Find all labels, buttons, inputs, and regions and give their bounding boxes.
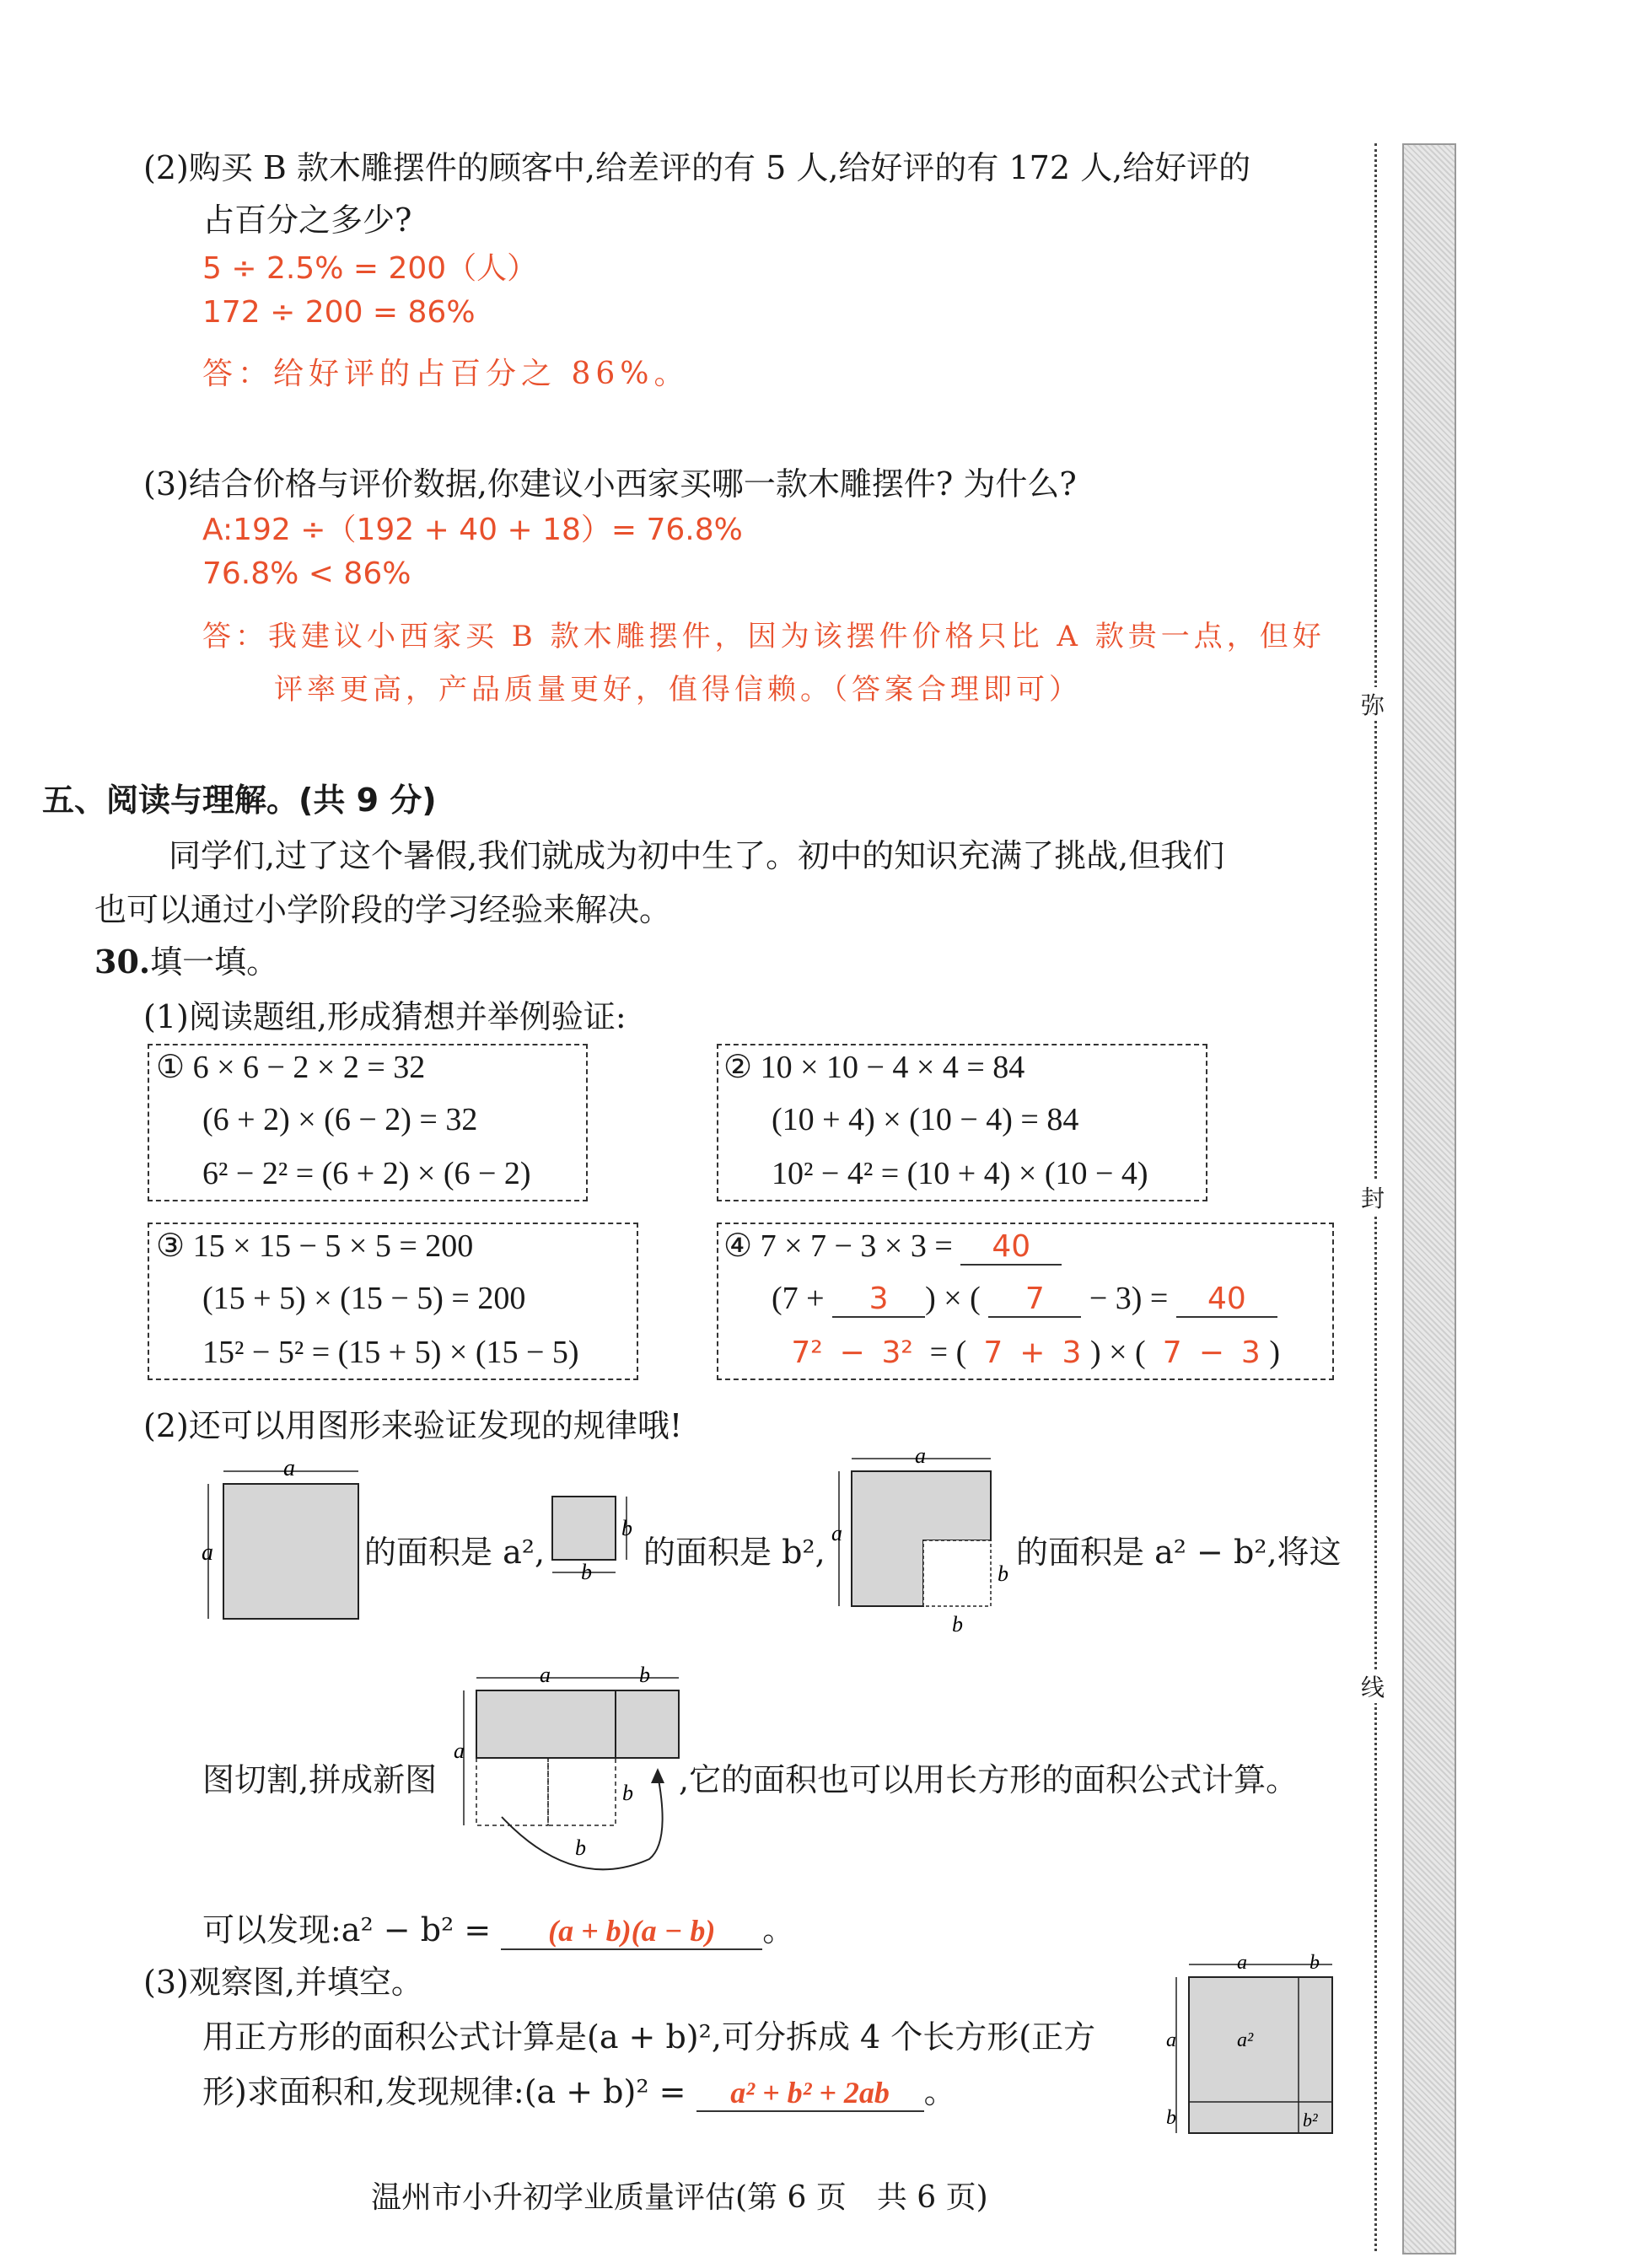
box4-line1-prefix: ④ 7 × 7 − 3 × 3 = bbox=[723, 1228, 953, 1264]
q30-part3-line2 bbox=[202, 2066, 956, 2112]
box4-line3-mid: ) × ( bbox=[1089, 1335, 1146, 1370]
square-sum-figure bbox=[1159, 1952, 1345, 2142]
q3-calc1: A:192 ÷（192 + 40 + 18）= 76.8% bbox=[202, 513, 743, 547]
l-shape-figure bbox=[831, 1446, 1016, 1640]
square-a-side-label: a bbox=[202, 1540, 213, 1566]
box4-line1-answer-blank[interactable]: 40 bbox=[960, 1229, 1062, 1266]
box4-line3-c[interactable]: 7 bbox=[983, 1336, 1003, 1370]
cut-figure-top-b-label: b bbox=[639, 1665, 650, 1687]
discover-suffix: 。 bbox=[762, 1911, 795, 1948]
box2-line1: ② 10 × 10 − 4 × 4 = 84 bbox=[723, 1050, 1025, 1085]
section5-title: 五、阅读与理解。(共 9 分) bbox=[42, 782, 437, 819]
box4-line2-blank2[interactable]: 7 bbox=[988, 1282, 1081, 1318]
cut-figure-inner-b-label: b bbox=[622, 1781, 633, 1805]
q30-part3-line1: 用正方形的面积公式计算是(a + b)²,可分拆成 4 个长方形(正方 bbox=[202, 2018, 1096, 2056]
box4-line2 bbox=[772, 1280, 1277, 1318]
box3-line1: ③ 15 × 15 − 5 × 5 = 200 bbox=[156, 1228, 474, 1264]
part3-prefix: 形)求面积和,发现规律:(a + b)² = bbox=[202, 2073, 686, 2110]
q3-text: (3)结合价格与评价数据,你建议小西家买哪一款木雕摆件? 为什么? bbox=[143, 465, 1077, 503]
cut-prefix-text: 图切割,拼成新图 bbox=[202, 1761, 438, 1798]
box4-line3-a[interactable]: 7² bbox=[791, 1336, 823, 1370]
q30-heading bbox=[94, 936, 278, 982]
seal-char-xian: 线 bbox=[1361, 1669, 1385, 1703]
q2-calc2: 172 ÷ 200 = 86% bbox=[202, 295, 476, 330]
square-b-side-label: b bbox=[621, 1516, 632, 1540]
square-a-figure bbox=[198, 1459, 367, 1627]
section5-intro-line2: 也可以通过小学阶段的学习经验来解决。 bbox=[94, 891, 672, 928]
box4-line3 bbox=[782, 1334, 1280, 1371]
cut-figure-bottom-b-label: b bbox=[575, 1835, 586, 1860]
q3-answer-line2: 评率更高，产品质量更好，值得信赖。（答案合理即可） bbox=[274, 673, 1082, 707]
area-diff-text: 的面积是 a² − b²,将这 bbox=[1016, 1534, 1342, 1571]
discover-line bbox=[202, 1904, 794, 1950]
area-a-text: 的面积是 a², bbox=[364, 1534, 546, 1571]
part3-answer-blank[interactable]: a² + b² + 2ab bbox=[696, 2075, 924, 2112]
q2-calc1: 5 ÷ 2.5% = 200（人） bbox=[202, 251, 538, 286]
box4-line2-blank1[interactable]: 3 bbox=[832, 1282, 925, 1318]
box4-line1 bbox=[723, 1227, 1062, 1266]
discover-answer-blank[interactable]: (a + b)(a − b) bbox=[501, 1913, 762, 1950]
box4-line2-close: − 3) = bbox=[1089, 1281, 1169, 1316]
cut-suffix-text: ,它的面积也可以用长方形的面积公式计算。 bbox=[679, 1761, 1299, 1798]
cut-figure-top-a-label: a bbox=[540, 1665, 551, 1687]
q30-title: 填一填。 bbox=[150, 943, 279, 981]
area-b-text: 的面积是 b², bbox=[643, 1534, 826, 1571]
q2-text-line1: (2)购买 B 款木雕摆件的顾客中,给差评的有 5 人,给好评的有 172 人,给好评的 bbox=[143, 149, 1251, 186]
page-footer: 温州市小升初学业质量评估(第 6 页 共 6 页) bbox=[371, 2180, 988, 2215]
seal-char-feng: 封 bbox=[1361, 1180, 1385, 1214]
box1-line1: ① 6 × 6 − 2 × 2 = 32 bbox=[156, 1050, 426, 1085]
q30-part2-title: (2)还可以用图形来验证发现的规律哦! bbox=[143, 1407, 683, 1444]
sum-side-a-label: a bbox=[1166, 2029, 1176, 2051]
cut-figure bbox=[447, 1665, 683, 1893]
box4-line3-eq: = ( bbox=[929, 1335, 967, 1370]
box3-line2: (15 + 5) × (15 − 5) = 200 bbox=[202, 1281, 526, 1316]
box4-line3-close: ) bbox=[1269, 1335, 1281, 1370]
l-shape-side-label: a bbox=[831, 1521, 842, 1545]
q30-part3-title: (3)观察图,并填空。 bbox=[143, 1964, 423, 2001]
sum-top-a-label: a bbox=[1237, 1952, 1247, 1974]
sum-top-b-label: b bbox=[1310, 1952, 1320, 1974]
sum-a2-label: a² bbox=[1237, 2029, 1254, 2051]
q3-calc2: 76.8% < 86% bbox=[202, 556, 411, 591]
box2-line3: 10² − 4² = (10 + 4) × (10 − 4) bbox=[772, 1156, 1148, 1191]
box4-line2-answer-blank[interactable]: 40 bbox=[1176, 1282, 1277, 1318]
q30-number: 30. bbox=[94, 943, 151, 981]
sum-b2-label: b² bbox=[1303, 2109, 1318, 2131]
box4-line2-open: (7 + bbox=[772, 1281, 825, 1316]
box3-line3: 15² − 5² = (15 + 5) × (15 − 5) bbox=[202, 1335, 579, 1370]
box4-line3-f[interactable]: 3 bbox=[1240, 1336, 1261, 1370]
box4-line2-mid: ) × ( bbox=[925, 1281, 981, 1316]
sum-side-b-label: b bbox=[1166, 2107, 1176, 2129]
box4-line3-e[interactable]: 7 bbox=[1162, 1336, 1182, 1370]
box1-line2: (6 + 2) × (6 − 2) = 32 bbox=[202, 1102, 478, 1137]
square-b-bottom-label: b bbox=[581, 1560, 592, 1581]
box1-line3: 6² − 2² = (6 + 2) × (6 − 2) bbox=[202, 1156, 531, 1191]
square-a-top-label: a bbox=[283, 1459, 295, 1481]
l-shape-inner-side-label: b bbox=[998, 1561, 1008, 1586]
box4-line3-minus: − bbox=[839, 1336, 865, 1370]
seal-char-mi: 弥 bbox=[1361, 687, 1385, 721]
box2-line2: (10 + 4) × (10 − 4) = 84 bbox=[772, 1102, 1079, 1137]
binding-strip bbox=[1402, 143, 1456, 2255]
part3-suffix: 。 bbox=[923, 2073, 956, 2110]
box4-line3-b[interactable]: 3² bbox=[881, 1336, 913, 1370]
box4-line3-minus2: − bbox=[1198, 1336, 1224, 1370]
q30-part1-title: (1)阅读题组,形成猜想并举例验证: bbox=[143, 998, 627, 1035]
q2-answer: 答：给好评的占百分之 86%。 bbox=[202, 357, 690, 391]
q3-answer-line1: 答：我建议小西家买 B 款木雕摆件，因为该摆件价格只比 A 款贵一点，但好 bbox=[202, 620, 1326, 653]
cut-figure-side-a-label: a bbox=[454, 1739, 465, 1763]
l-shape-top-label: a bbox=[915, 1446, 926, 1468]
section5-intro-line1: 同学们,过了这个暑假,我们就成为初中生了。初中的知识充满了挑战,但我们 bbox=[169, 837, 1225, 874]
q2-text-line2: 占百分之多少? bbox=[202, 202, 412, 239]
l-shape-inner-bottom-label: b bbox=[952, 1612, 963, 1637]
box4-line3-plus: + bbox=[1019, 1336, 1046, 1370]
box4-line3-d[interactable]: 3 bbox=[1062, 1336, 1082, 1370]
discover-prefix: 可以发现:a² − b² = bbox=[202, 1911, 492, 1948]
square-b-figure bbox=[544, 1488, 637, 1581]
